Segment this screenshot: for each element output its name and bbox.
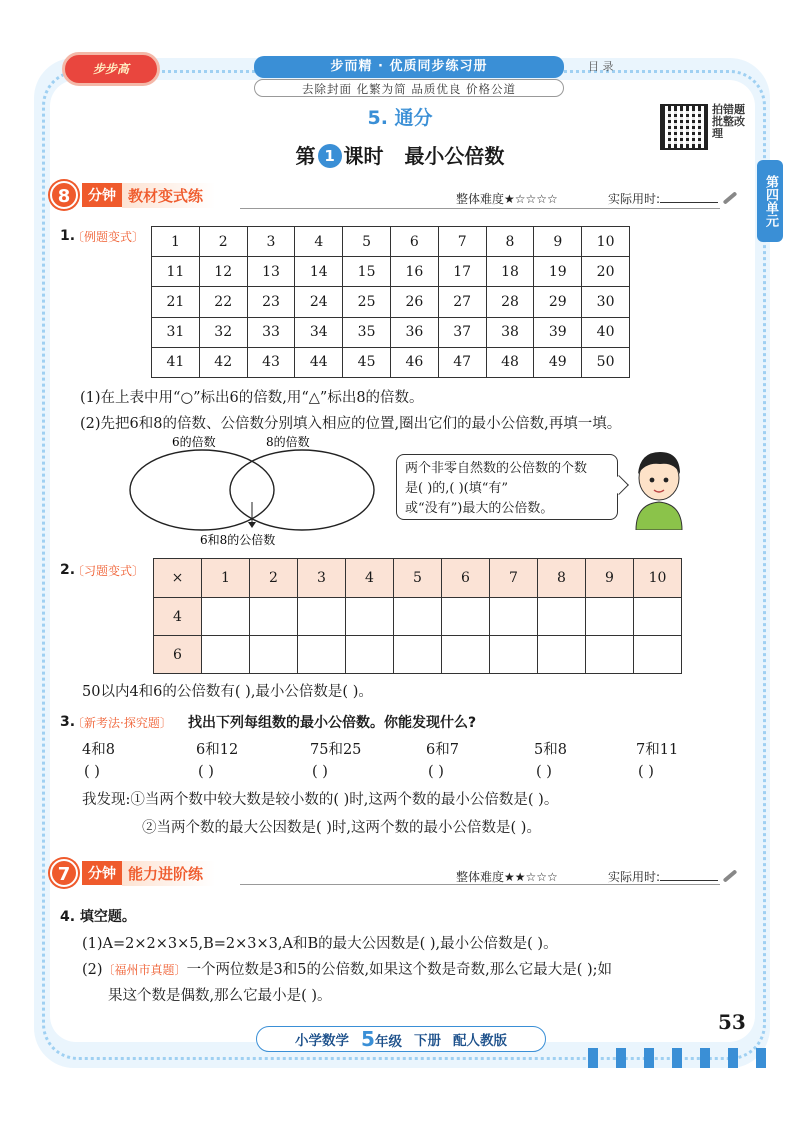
grid-cell[interactable]: 36 [390, 317, 438, 347]
grid-cell[interactable]: 16 [390, 257, 438, 287]
mult-row-header: 4 [154, 598, 202, 636]
decorative-bars [588, 1048, 768, 1068]
mult-answer-cell[interactable] [298, 598, 346, 636]
part1-header [50, 180, 215, 210]
part1-time-blank[interactable] [660, 193, 718, 203]
q1-tag: 〔例题变式〕 [72, 230, 145, 244]
bubble-line-2: 是( )的,( )(填“有” [405, 481, 509, 496]
venn-right-label: 8的倍数 [266, 435, 310, 449]
grid-cell[interactable]: 2 [199, 227, 247, 257]
mult-header-cell: 8 [538, 559, 586, 598]
grid-cell[interactable]: 43 [247, 347, 295, 377]
mult-header-cell: 6 [442, 559, 490, 598]
grid-cell[interactable]: 25 [343, 287, 391, 317]
footer-edition: 配人教版 [452, 1033, 507, 1049]
grid-cell[interactable]: 22 [199, 287, 247, 317]
mult-header-cell: 2 [250, 559, 298, 598]
mult-answer-cell[interactable] [442, 636, 490, 674]
grid-cell[interactable]: 46 [390, 347, 438, 377]
grid-cell[interactable]: 33 [247, 317, 295, 347]
footer-grade-block [361, 1027, 402, 1051]
grid-cell[interactable]: 35 [343, 317, 391, 347]
multiplication-table [153, 558, 682, 674]
q4-sub2-text: 一个两位数是3和5的公倍数,如果这个数是奇数,那么它最大是( );如 [186, 962, 613, 978]
grid-row [152, 227, 630, 257]
grid-cell[interactable]: 37 [438, 317, 486, 347]
grid-cell[interactable]: 10 [582, 227, 630, 257]
part2-minutes: 7 [50, 859, 78, 887]
grid-cell[interactable]: 4 [295, 227, 343, 257]
grid-cell[interactable]: 48 [486, 347, 534, 377]
q3-pair-label: 7和11 [636, 742, 679, 758]
q3-answer-blank[interactable]: ( ) [312, 764, 328, 780]
q3-finding-2: ②当两个数的最大公因数是( )时,这两个数的最小公倍数是( )。 [142, 820, 541, 836]
grid-cell[interactable]: 19 [534, 257, 582, 287]
mult-header-cell: 4 [346, 559, 394, 598]
grid-cell[interactable]: 45 [343, 347, 391, 377]
q3-label: 3. [60, 714, 76, 730]
footer-grade: 5 [361, 1027, 375, 1051]
lesson-prefix: 第 [295, 144, 316, 168]
grid-cell[interactable]: 41 [152, 347, 200, 377]
q3-pair-label: 6和12 [196, 742, 239, 758]
part1-time-label: 实际用时: [608, 192, 661, 206]
q3-pair-label: 6和7 [426, 742, 459, 758]
grid-cell[interactable]: 15 [343, 257, 391, 287]
brand-logo [62, 52, 160, 86]
grid-cell[interactable]: 29 [534, 287, 582, 317]
mult-row [154, 598, 682, 636]
q3-pair-label: 75和25 [310, 742, 362, 758]
part2-time-used [608, 868, 718, 885]
q4-sub1: (1)A=2×2×3×5,B=2×3×3,A和B的最大公因数是( ),最小公倍数是( )。 [82, 936, 558, 952]
unit-side-tab: 第四单元 [757, 160, 783, 242]
q3-pair-label: 5和8 [534, 742, 567, 758]
q3-answer-blank[interactable]: ( ) [536, 764, 552, 780]
grid-cell[interactable]: 47 [438, 347, 486, 377]
grid-cell[interactable]: 9 [534, 227, 582, 257]
qr-code-icon[interactable] [660, 104, 708, 150]
grid-cell[interactable]: 32 [199, 317, 247, 347]
page-number: 53 [718, 1010, 746, 1034]
mult-header-cell: 7 [490, 559, 538, 598]
part2-time-label: 实际用时: [608, 870, 661, 884]
mult-header-cell: 5 [394, 559, 442, 598]
part1-name: 教材变式练 [122, 183, 215, 208]
mult-answer-cell[interactable] [298, 636, 346, 674]
q2-tag: 〔习题变式〕 [72, 564, 145, 578]
grid-cell[interactable]: 39 [534, 317, 582, 347]
grid-cell[interactable]: 40 [582, 317, 630, 347]
mult-answer-cell[interactable] [250, 636, 298, 674]
lesson-suffix: 课时 [343, 144, 384, 168]
grid-cell[interactable]: 28 [486, 287, 534, 317]
header-mark: 目 录 [588, 60, 614, 73]
mult-header-cell: 10 [634, 559, 682, 598]
grid-cell[interactable]: 18 [486, 257, 534, 287]
grid-cell[interactable]: 30 [582, 287, 630, 317]
grid-cell[interactable]: 44 [295, 347, 343, 377]
section-title: 5. 通分 [367, 107, 433, 129]
part2-header [50, 858, 215, 888]
lesson-name: 最小公倍数 [404, 144, 505, 168]
mult-header-cell: × [154, 559, 202, 598]
grid-cell[interactable]: 50 [582, 347, 630, 377]
venn-arrow-head [248, 522, 256, 528]
grid-cell[interactable]: 38 [486, 317, 534, 347]
series-banner: 步而精 · 优质同步练习册 [254, 56, 564, 78]
mult-header-cell: 1 [202, 559, 250, 598]
bubble-line-3: 或“没有”)最大的公倍数。 [405, 501, 554, 516]
q3-answer-blank[interactable]: ( ) [84, 764, 100, 780]
grid-cell[interactable]: 20 [582, 257, 630, 287]
grid-cell[interactable]: 49 [534, 347, 582, 377]
grid-cell[interactable]: 26 [390, 287, 438, 317]
footer-subject: 小学数学 [295, 1033, 350, 1049]
q4-label: 4. 填空题。 [60, 909, 136, 925]
mult-answer-cell[interactable] [538, 598, 586, 636]
part1-minutes: 8 [50, 181, 78, 209]
part1-time-used [608, 190, 718, 207]
grid-cell[interactable]: 13 [247, 257, 295, 287]
qr-caption: 拍错题批整改理 [712, 103, 745, 140]
part2-name: 能力进阶练 [122, 861, 215, 886]
mult-answer-cell[interactable] [634, 636, 682, 674]
grid-cell[interactable]: 7 [438, 227, 486, 257]
q4-sub2-tag: 〔福州市真题〕 [102, 963, 187, 977]
mult-answer-cell[interactable] [634, 598, 682, 636]
venn-common-label: 6和8的公倍数 [200, 533, 276, 547]
q3-answer-blank[interactable]: ( ) [638, 764, 654, 780]
footer-banner [256, 1026, 546, 1052]
q1-sub2: (2)先把6和8的倍数、公倍数分别填入相应的位置,圈出它们的最小公倍数,再填一填。 [80, 416, 622, 432]
mult-header-cell: 9 [586, 559, 634, 598]
lesson-number-badge: 1 [318, 144, 342, 168]
part2-minute-label: 分钟 [82, 861, 122, 885]
mult-answer-cell[interactable] [490, 636, 538, 674]
mult-answer-cell[interactable] [586, 636, 634, 674]
mult-answer-cell[interactable] [442, 598, 490, 636]
q3-answer-blank[interactable]: ( ) [198, 764, 214, 780]
speech-bubble [396, 454, 618, 520]
q4-sub3: 果这个数是偶数,那么它最小是( )。 [108, 988, 332, 1004]
q4-sub2-prefix: (2) [82, 962, 103, 978]
q1-sub1: (1)在上表中用“○”标出6的倍数,用“△”标出8的倍数。 [80, 390, 424, 406]
q2-text: 50以内4和6的公倍数有( ),最小公倍数是( )。 [82, 684, 373, 700]
mult-answer-cell[interactable] [202, 636, 250, 674]
mult-answer-cell[interactable] [538, 636, 586, 674]
grid-cell[interactable]: 3 [247, 227, 295, 257]
part1-difficulty: 整体难度★☆☆☆☆ [456, 192, 558, 206]
part2-time-blank[interactable] [660, 871, 718, 881]
number-grid-1-50 [151, 226, 630, 378]
grid-cell[interactable]: 11 [152, 257, 200, 287]
mult-answer-cell[interactable] [586, 598, 634, 636]
grid-cell[interactable]: 34 [295, 317, 343, 347]
grid-cell[interactable]: 5 [343, 227, 391, 257]
mult-answer-cell[interactable] [394, 598, 442, 636]
mult-header-row [154, 559, 682, 598]
grid-row [152, 287, 630, 317]
grid-cell[interactable]: 31 [152, 317, 200, 347]
q4-sub2 [82, 958, 612, 979]
q3-pair-label: 4和8 [82, 742, 115, 758]
grid-cell[interactable]: 8 [486, 227, 534, 257]
grid-cell[interactable]: 42 [199, 347, 247, 377]
q3-prompt: 找出下列每组数的最小公倍数。你能发现什么? [188, 715, 477, 731]
mult-answer-cell[interactable] [490, 598, 538, 636]
boy-illustration-icon [628, 444, 690, 530]
mult-row-header: 6 [154, 636, 202, 674]
q3-tag: 〔新考法·探究题〕 [72, 716, 172, 730]
grid-cell[interactable]: 17 [438, 257, 486, 287]
mult-answer-cell[interactable] [202, 598, 250, 636]
grid-cell[interactable]: 23 [247, 287, 295, 317]
grid-cell[interactable]: 24 [295, 287, 343, 317]
q3-finding-1: 我发现:①当两个数中较大数是较小数的( )时,这两个数的最小公倍数是( )。 [82, 792, 559, 808]
grid-cell[interactable]: 6 [390, 227, 438, 257]
q2-label: 2. [60, 562, 76, 578]
footer-grade-suffix: 年级 [374, 1034, 402, 1050]
bubble-line-1: 两个非零自然数的公倍数的个数 [405, 461, 588, 476]
mult-answer-cell[interactable] [250, 598, 298, 636]
part1-divider [240, 208, 720, 209]
mult-answer-cell[interactable] [346, 636, 394, 674]
brand-logo-text: 步步高 [92, 62, 129, 76]
grid-row [152, 317, 630, 347]
part2-difficulty: 整体难度★★☆☆☆ [456, 870, 558, 884]
mult-header-cell: 3 [298, 559, 346, 598]
mult-answer-cell[interactable] [394, 636, 442, 674]
grid-cell[interactable]: 12 [199, 257, 247, 287]
q3-answer-blank[interactable]: ( ) [428, 764, 444, 780]
footer-volume: 下册 [413, 1033, 441, 1049]
grid-cell[interactable]: 21 [152, 287, 200, 317]
part1-minute-label: 分钟 [82, 183, 122, 207]
mult-answer-cell[interactable] [346, 598, 394, 636]
grid-cell[interactable]: 27 [438, 287, 486, 317]
grid-row [152, 347, 630, 377]
grid-cell[interactable]: 14 [295, 257, 343, 287]
slogan: 去除封面 化繁为简 品质优良 价格公道 [254, 79, 564, 97]
q1-label: 1. [60, 228, 76, 244]
grid-cell[interactable]: 1 [152, 227, 200, 257]
venn-left-label: 6的倍数 [172, 435, 216, 449]
grid-row [152, 257, 630, 287]
mult-row [154, 636, 682, 674]
venn-diagram[interactable] [120, 434, 390, 548]
